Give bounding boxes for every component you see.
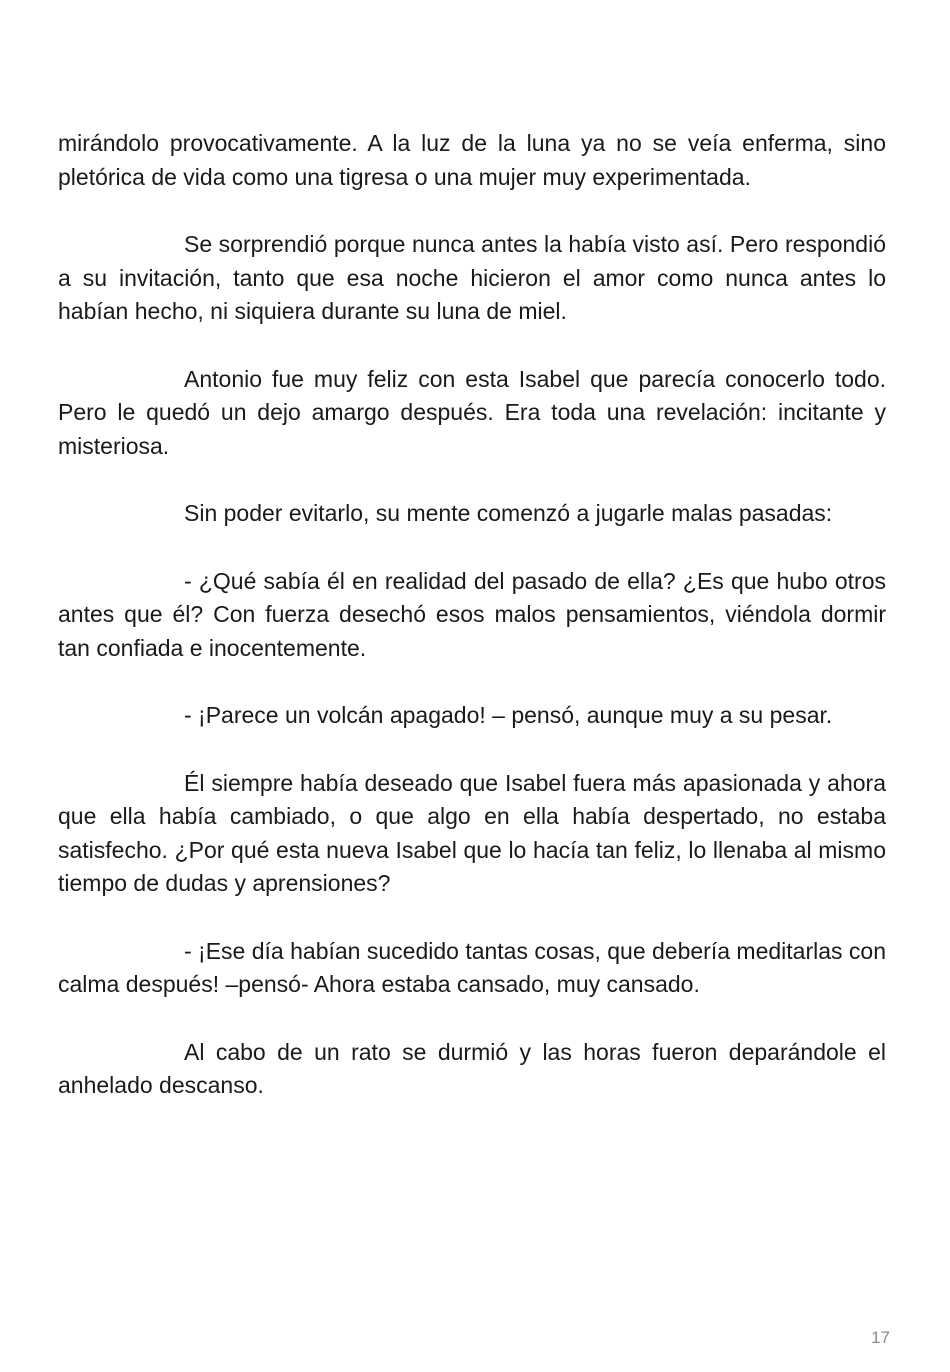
page-number: 17 [871,1328,890,1347]
paragraph-8: - ¡Ese día habían sucedido tantas cosas, que debería meditarlas con calma después! –pensó- Ahora estaba cansado, muy cansado. [58,937,886,997]
paragraph-2: Se sorprendió porque nunca antes la había visto así. Pero respondió a su invitación, tanto que esa noche hicieron el amor como nunca antes lo habían hecho, ni siquiera durante su luna de miel. [58,231,886,324]
paragraph-1: mirándolo provocativamente. A la luz de la luna ya no se veía enferma, sino pletórica de vida como una tigresa o una mujer muy experimentada. [58,130,886,190]
paragraph-6: - ¡Parece un volcán apagado! – pensó, aunque muy a su pesar. [184,702,833,728]
paragraph-9: Al cabo de un rato se durmió y las horas fueron deparándole el anhelado descanso. [58,1038,886,1098]
paragraph-3: Antonio fue muy feliz con esta Isabel que parecía conocerlo todo. Pero le quedó un dejo amargo después. Era toda una revelación: incitante y misteriosa. [58,365,886,459]
paragraph-4: Sin poder evitarlo, su mente comenzó a jugarle malas pasadas: [184,500,833,526]
paragraph-7: Él siempre había deseado que Isabel fuera más apasionada y ahora que ella había cambiado, o que algo en ella había despertado, no estaba satisfecho. ¿Por qué esta nueva Isabel que lo hacía tan feliz, lo llenaba al mismo tiempo de dudas y aprensiones? [58,769,886,896]
page-body [58,127,886,1137]
paragraph-5: - ¿Qué sabía él en realidad del pasado de ella? ¿Es que hubo otros antes que él? Con fuerza desechó esos malos pensamientos, viéndola dormir tan confiada e inocentemente. [58,567,886,661]
